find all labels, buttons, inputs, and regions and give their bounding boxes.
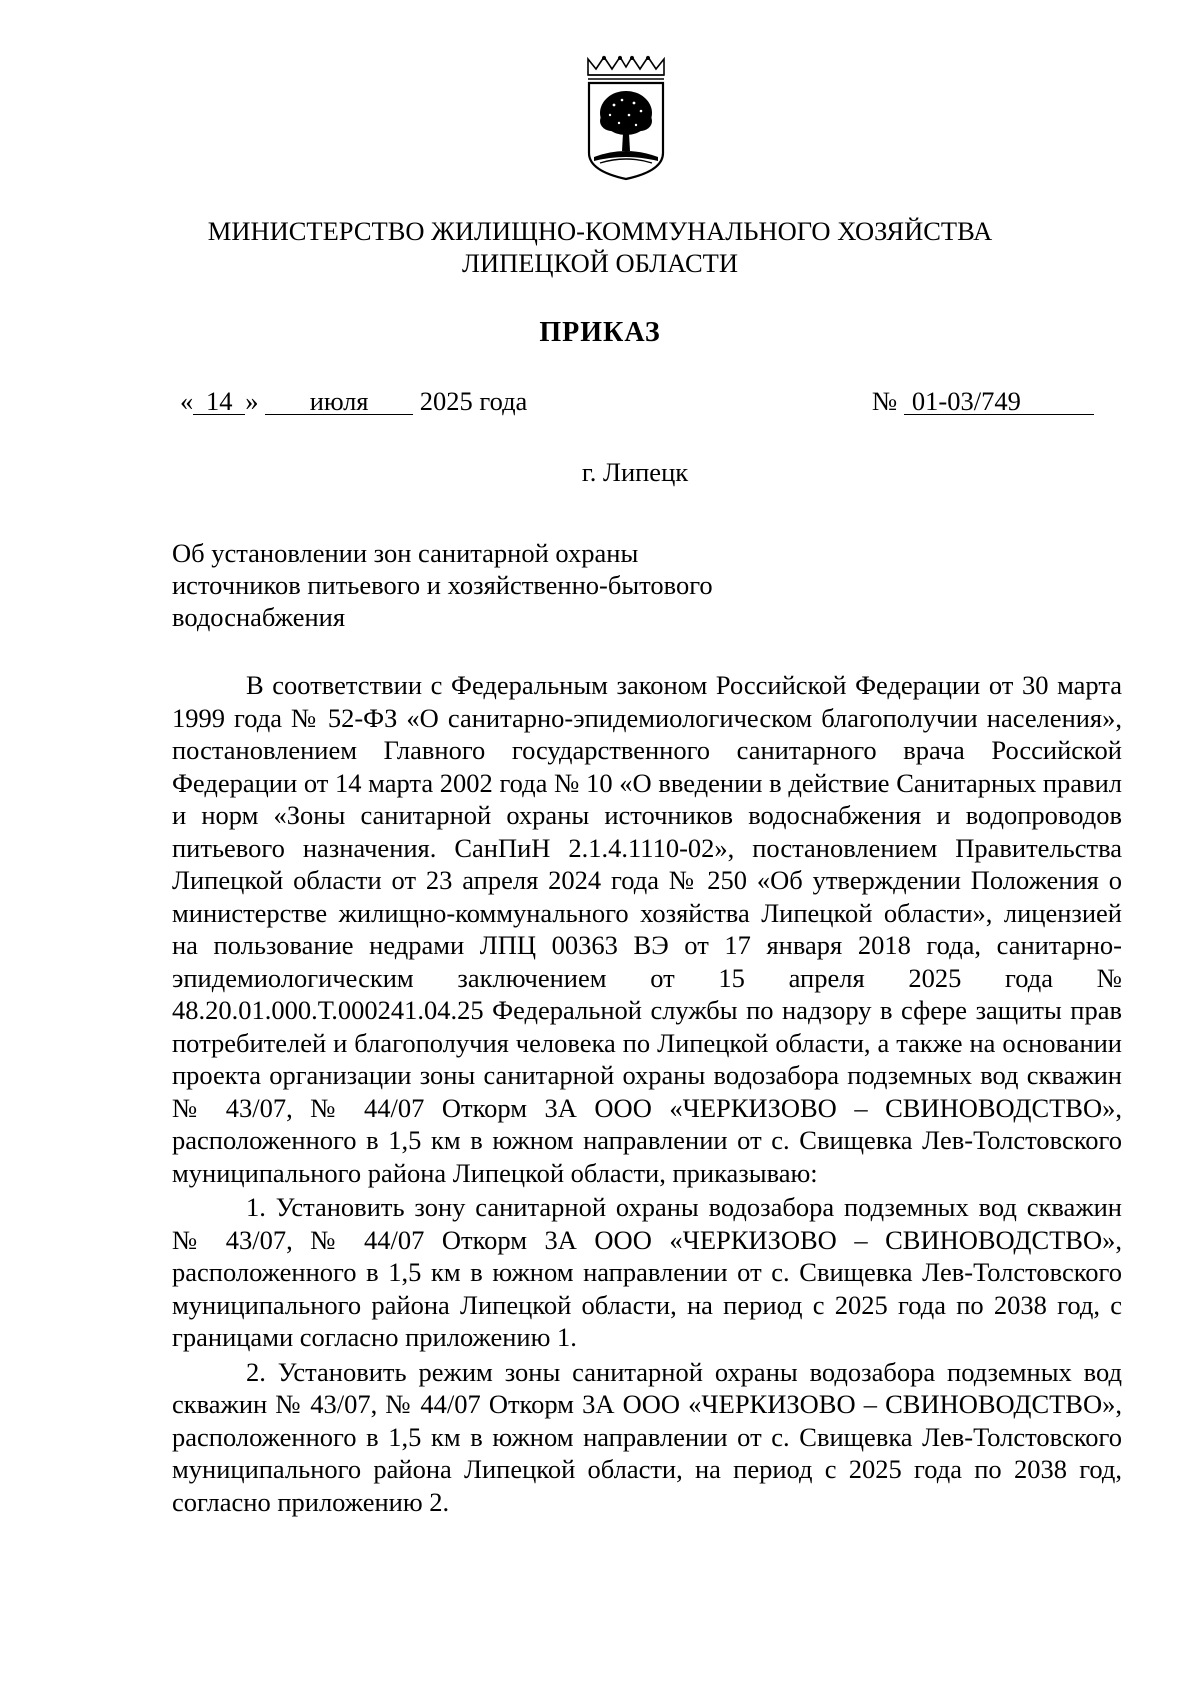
preamble-paragraph: В соответствии с Федеральным законом Российской Федерации от 30 марта 1999 года № 52-ФЗ «О санитарно-эпидемиологическом благополучии населения», постановлением Главного государственного санитарного врача Российской Федерации от 14 марта 2002 года № 10 «О введении в действие Санитарных правил и норм «Зоны санитарной охраны источников водоснабжения и водопроводов питьевого назначения. СанПиН 2.1.4.1110-02», постановлением Правительства Липецкой области от 23 апреля 2024 года № 250 «Об утверждении Положения о министерстве жилищно-коммунального хозяйства Липецкой области», лицензией на пользование недрами ЛПЦ 00363 ВЭ от 17 января 2018 года, санитарно-эпидемиологическим заключением от 15 апреля 2025 года № 48.20.01.000.Т.000241.04.25 Федеральной службы по надзору в сфере защиты прав потребителей и благополучия человека по Липецкой области, а также на основании проекта организации зоны санитарной охраны водозабора подземных вод скважин № 43/07, № 44/07 Откорм 3А ООО «ЧЕРКИЗОВО – СВИНОВОДСТВО», расположенного в 1,5 км в южном направлении от с. Свищевка Лев-Толстовского муниципального района Липецкой области, приказываю:	[172, 670, 1122, 1188]
order-date	[180, 385, 527, 417]
subject-line-3: водоснабжения	[172, 602, 346, 632]
city: г. Липецк	[581, 457, 689, 487]
ministry-line-2: ЛИПЕЦКОЙ ОБЛАСТИ	[462, 248, 738, 278]
number-value: 01-03/749	[904, 388, 1094, 415]
ministry-title	[150, 215, 1050, 279]
order-item-2: 2. Установить режим зоны санитарной охраны водозабора подземных вод скважин № 43/07, № 44/07 Откорм 3А ООО «ЧЕРКИЗОВО – СВИНОВОДСТВО», расположенного в 1,5 км в южном направлении от с. Свищевка Лев-Толстовского муниципального района Липецкой области, на период с 2025 года по 2038 год, согласно приложению 2.	[172, 1356, 1122, 1517]
coat-of-arms-emblem	[584, 55, 668, 181]
order-number	[872, 385, 1094, 417]
date-day: 14	[193, 388, 245, 415]
subject-line-1: Об установлении зон санитарной охраны	[172, 538, 639, 568]
ministry-line-1: МИНИСТЕРСТВО ЖИЛИЩНО-КОММУНАЛЬНОГО ХОЗЯЙСТВА	[207, 216, 993, 246]
order-item-1: 1. Установить зону санитарной охраны водозабора подземных вод скважин № 43/07, № 44/07 Откорм 3А ООО «ЧЕРКИЗОВО – СВИНОВОДСТВО», расположенного в 1,5 км в южном направлении от с. Свищевка Лев-Толстовского муниципального района Липецкой области, на период с 2025 года по 2038 год, с границами согласно приложению 1.	[172, 1192, 1122, 1352]
date-month: июля	[265, 388, 413, 415]
document-type: ПРИКАЗ	[539, 317, 661, 348]
date-open-quote: «	[180, 386, 194, 416]
date-close-quote: »	[245, 386, 259, 416]
number-sign: №	[872, 386, 898, 416]
order-subject	[172, 537, 772, 633]
subject-line-2: источников питьевого и хозяйственно-бытового	[172, 570, 713, 600]
order-body	[172, 669, 1122, 1518]
date-year: 2025 года	[419, 386, 528, 416]
